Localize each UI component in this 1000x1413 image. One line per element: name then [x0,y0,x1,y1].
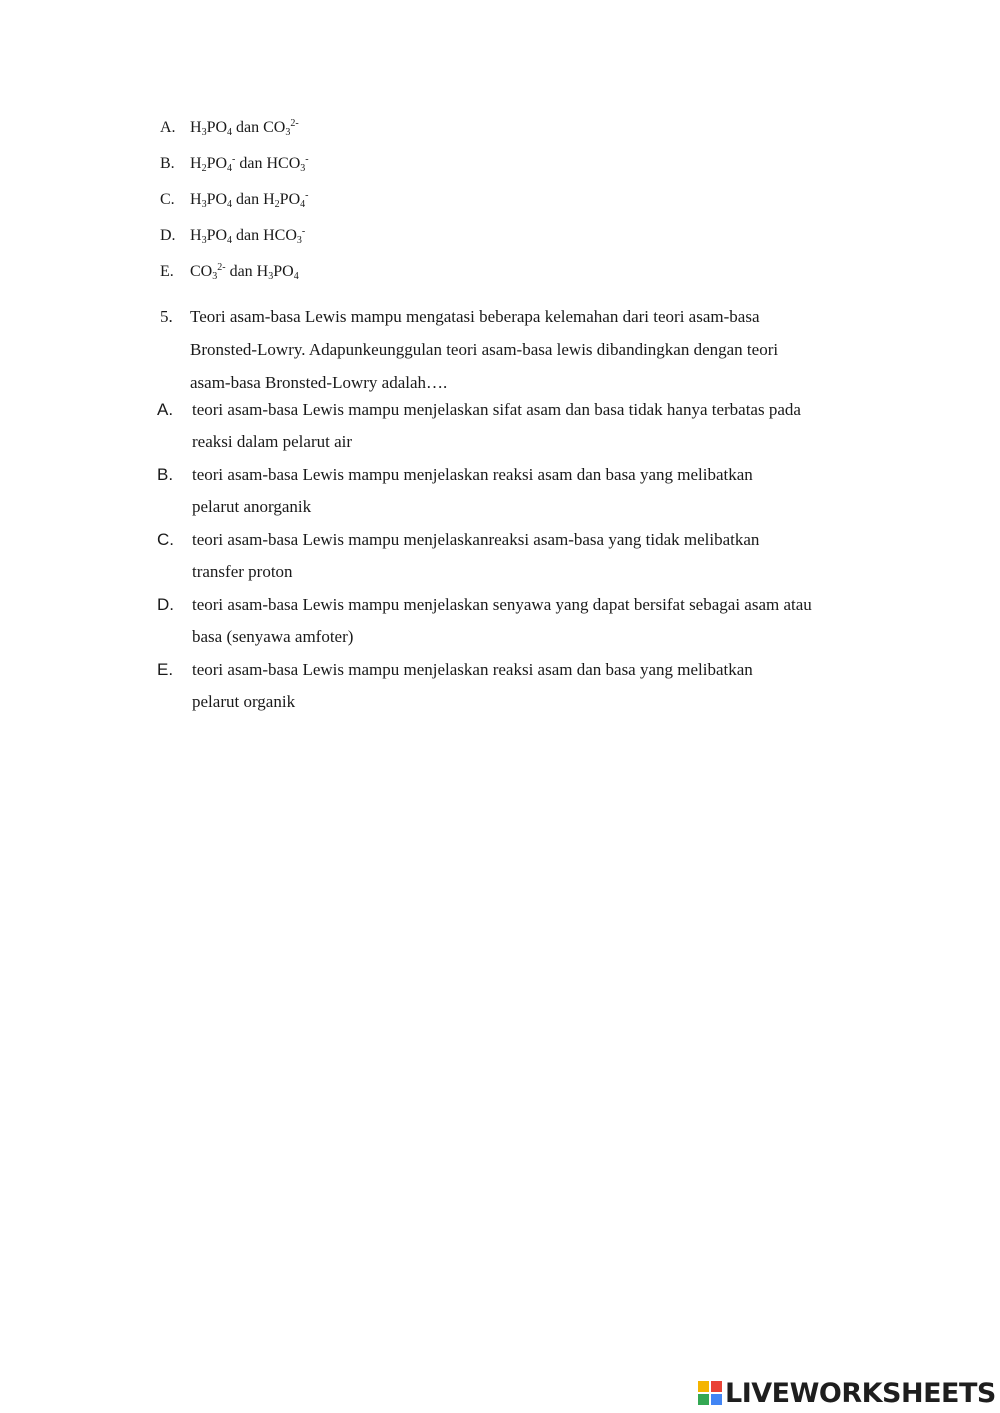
subscript: 3 [201,235,207,246]
formula-text: H [190,155,202,172]
q4-option-c[interactable] [160,190,308,210]
option-text [192,524,877,588]
option-letter: A. [160,119,176,136]
liveworksheets-logo[interactable] [698,1378,996,1408]
option-letter: C. [160,191,175,208]
subscript: 4 [293,271,299,282]
question-number: 5. [160,307,173,326]
option-letter: E. [160,263,174,280]
formula-text: PO [206,227,228,244]
formula-text: PO [279,191,301,208]
q5-option-b[interactable] [157,459,877,523]
option-text [192,589,877,653]
logo-block [698,1394,709,1405]
superscript: - [232,154,236,165]
option-line: pelarut anorganik [192,497,312,516]
superscript: 2- [217,262,226,273]
q4-option-a[interactable] [160,118,299,138]
subscript: 4 [227,163,233,174]
question-line: Bronsted-Lowry. Adapunkeunggulan teori asam-basa lewis dibandingkan dengan teori [190,340,779,359]
subscript: 4 [300,199,306,210]
option-line: teori asam-basa Lewis mampu menjelaskan sifat asam dan basa tidak hanya terbatas pada [192,400,801,419]
q4-option-d[interactable] [160,226,305,246]
option-formula [190,191,308,208]
option-text [192,654,877,718]
formula-text: H [190,119,202,136]
subscript: 3 [201,199,207,210]
formula-text: dan HCO [235,155,301,172]
logo-block [698,1381,709,1392]
formula-text: H [190,227,202,244]
option-formula [190,263,299,280]
option-line: reaksi dalam pelarut air [192,432,353,451]
option-letter: D. [160,227,176,244]
formula-text: dan H [225,263,269,280]
option-text [192,459,877,523]
option-line: transfer proton [192,562,293,581]
q5-option-c[interactable] [157,524,877,588]
option-text [192,394,877,458]
subscript: 2 [201,163,207,174]
formula-text: PO [206,191,228,208]
option-formula [190,119,299,136]
subscript: 3 [300,163,306,174]
subscript: 4 [227,235,233,246]
option-formula [190,155,309,172]
q4-option-e[interactable] [160,262,299,282]
superscript: - [305,190,309,201]
subscript: 4 [227,199,233,210]
subscript: 2 [274,199,280,210]
question-line: asam-basa Bronsted-Lowry adalah…. [190,373,448,392]
option-letter: D. [157,595,174,614]
option-letter: B. [160,155,175,172]
option-line: teori asam-basa Lewis mampu menjelaskan reaksi asam dan basa yang melibatkan [192,465,753,484]
question-5 [160,300,860,399]
option-letter: C. [157,530,174,549]
q5-option-e[interactable] [157,654,877,718]
logo-text: LIVEWORKSHEETS [725,1377,996,1409]
superscript: - [301,226,306,237]
subscript: 3 [296,235,302,246]
logo-block [711,1394,722,1405]
subscript: 3 [268,271,274,282]
superscript: - [305,154,309,165]
option-line: teori asam-basa Lewis mampu menjelaskan senyawa yang dapat bersifat sebagai asam atau [192,595,812,614]
option-letter: A. [157,400,174,419]
option-line: pelarut organik [192,692,296,711]
question-line: Teori asam-basa Lewis mampu mengatasi beberapa kelemahan dari teori asam-basa [190,307,760,326]
formula-text: dan H [232,191,275,208]
option-line: teori asam-basa Lewis mampu menjelaskan reaksi asam dan basa yang melibatkan [192,660,753,679]
subscript: 3 [285,127,291,138]
q5-option-d[interactable] [157,589,877,653]
superscript: 2- [290,118,299,129]
question-text [190,300,860,399]
formula-text: dan CO [232,119,286,136]
liveworksheets-logo-icon [698,1381,722,1405]
subscript: 3 [212,271,218,282]
formula-text: PO [206,119,228,136]
q5-option-a[interactable] [157,394,877,458]
formula-text: PO [206,155,228,172]
formula-text: CO [190,263,213,280]
option-formula [190,227,305,244]
subscript: 3 [201,127,207,138]
formula-text: PO [273,263,294,280]
option-line: teori asam-basa Lewis mampu menjelaskanreaksi asam-basa yang tidak melibatkan [192,530,760,549]
q4-option-b[interactable] [160,154,309,174]
option-letter: E. [157,660,174,679]
formula-text: H [190,191,202,208]
option-letter: B. [157,465,174,484]
subscript: 4 [227,127,233,138]
option-line: basa (senyawa amfoter) [192,627,354,646]
formula-text: dan HCO [232,227,297,244]
logo-block [711,1381,722,1392]
